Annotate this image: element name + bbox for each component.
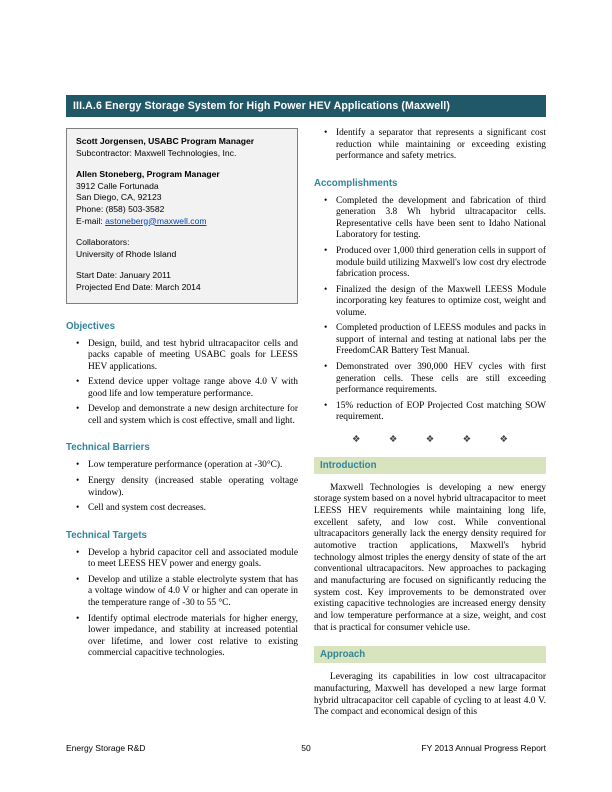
objectives-heading: Objectives bbox=[66, 320, 116, 332]
contact-info-box bbox=[66, 128, 298, 304]
page-footer bbox=[66, 743, 546, 753]
list-item: • Produced over 1,000 third generation cells in support of module build utilizing Maxwell's low cost dry electrode fabrication process. bbox=[314, 246, 546, 281]
technical-barriers-list bbox=[66, 460, 298, 514]
email-link[interactable]: astoneberg@maxwell.com bbox=[105, 215, 207, 226]
usabc-program-manager: Scott Jorgensen, USABC Program Manager bbox=[76, 136, 255, 146]
objectives-list bbox=[66, 339, 298, 428]
address-line-2: San Diego, CA, 92123 bbox=[76, 192, 162, 203]
introduction-heading: Introduction bbox=[314, 457, 546, 474]
list-item: • Develop and utilize a stable electrolyte system that has a voltage window of 4.0 V or higher and can operate in the temperature range of -30 to 55 °C. bbox=[66, 575, 298, 610]
program-manager: Allen Stoneberg, Program Manager bbox=[76, 169, 220, 180]
footer-report-title: FY 2013 Annual Progress Report bbox=[421, 743, 546, 753]
approach-heading: Approach bbox=[314, 646, 546, 663]
two-column-layout bbox=[66, 128, 546, 727]
collaborators-label: Collaborators: bbox=[76, 237, 130, 248]
info-box-spacer bbox=[76, 159, 288, 169]
collaborators-value: University of Rhode Island bbox=[76, 248, 177, 259]
projected-end-date: Projected End Date: March 2014 bbox=[76, 281, 201, 292]
info-box-spacer bbox=[76, 227, 288, 237]
accomplishments-heading: Accomplishments bbox=[314, 177, 398, 189]
section-title: III.A.6 Energy Storage System for High Power HEV Applications (Maxwell) bbox=[73, 100, 450, 112]
list-item: • Energy density (increased stable operating voltage window). bbox=[66, 476, 298, 499]
technical-targets-list bbox=[66, 548, 298, 660]
list-item: • Extend device upper voltage range above 4.0 V with good life and low temperature performance. bbox=[66, 377, 298, 400]
list-item: • Develop a hybrid capacitor cell and associated module to meet LEESS HEV power and energy goals. bbox=[66, 548, 298, 571]
right-column bbox=[314, 128, 546, 727]
subcontractor-line: Subcontractor: Maxwell Technologies, Inc. bbox=[76, 147, 237, 158]
email-line bbox=[76, 216, 288, 228]
technical-barriers-heading: Technical Barriers bbox=[66, 442, 150, 454]
list-item: • Cell and system cost decreases. bbox=[66, 503, 298, 515]
introduction-paragraph: Maxwell Technologies is developing a new energy storage system based on a novel hybrid ultracapacitor to meet LEESS HEV requirements while maintaining long life, excellent safety, and low cost. While conventional ultracapacitors generally lack the energy density required for automotive traction applications, Maxwell's hybrid technology almost triples the energy density of state of the art conventional ultracapacitors. New approaches to packaging and manufacturing are focused on significantly reducing the system cost. Key improvements to be demonstrated over existing capacitive technologies are increased energy density and low temperature performance at a size, weight, and cost that is practical for consumer vehicle use. bbox=[314, 482, 546, 633]
list-item: • Identify optimal electrode materials for higher energy, lower impedance, and stability at increased potential over lifetime, and lower cost relative to existing commercial capacitive technologies. bbox=[66, 614, 298, 660]
list-item: • Low temperature performance (operation at -30°C). bbox=[66, 460, 298, 472]
list-item: • Completed the development and fabrication of third generation 3.8 Wh hybrid ultracapacitor cells. Representative cells have been sent to Idaho National Laboratory for testing. bbox=[314, 196, 546, 242]
phone-line: Phone: (858) 503-3582 bbox=[76, 203, 165, 214]
list-item: • Identify a separator that represents a significant cost reduction while maintaining or exceeding existing performance and safety metrics. bbox=[314, 128, 546, 163]
section-title-bar bbox=[66, 95, 546, 117]
start-date: Start Date: January 2011 bbox=[76, 270, 171, 281]
accomplishments-list bbox=[314, 196, 546, 424]
footer-document-title: Energy Storage R&D bbox=[66, 743, 146, 753]
list-item: • Completed production of LEESS modules and packs in support of internal and testing at national labs per the FreedomCAR Battery Test Manual. bbox=[314, 323, 546, 358]
list-item: • Demonstrated over 390,000 HEV cycles with first generation cells. These cells are still exceeding performance requirements. bbox=[314, 362, 546, 397]
list-item: • Develop and demonstrate a new design architecture for cell and system which is cost effective, small and light. bbox=[66, 404, 298, 427]
page-number: 50 bbox=[301, 743, 311, 753]
list-item: • 15% reduction of EOP Projected Cost matching SOW requirement. bbox=[314, 401, 546, 424]
list-item: • Finalized the design of the Maxwell LEESS Module incorporating key features to optimize cost, weight and volume. bbox=[314, 285, 546, 320]
approach-paragraph: Leveraging its capabilities in low cost ultracapacitor manufacturing, Maxwell has developed a new large format hybrid ultracapacitor cell capable of cycling to at least 4.0 V. The compact and economical design of this bbox=[314, 672, 546, 718]
email-label: E-mail: bbox=[76, 215, 106, 226]
page-content bbox=[66, 95, 546, 727]
left-column bbox=[66, 128, 298, 727]
info-box-spacer bbox=[76, 260, 288, 270]
targets-continued-list bbox=[314, 128, 546, 163]
address-line-1: 3912 Calle Fortunada bbox=[76, 180, 159, 191]
list-item: • Design, build, and test hybrid ultracapacitor cells and packs capable of meeting USABC goals for LEESS HEV applications. bbox=[66, 339, 298, 374]
technical-targets-heading: Technical Targets bbox=[66, 529, 147, 541]
diamond-separator-icon: ❖ ❖ ❖ ❖ ❖ bbox=[351, 434, 509, 445]
